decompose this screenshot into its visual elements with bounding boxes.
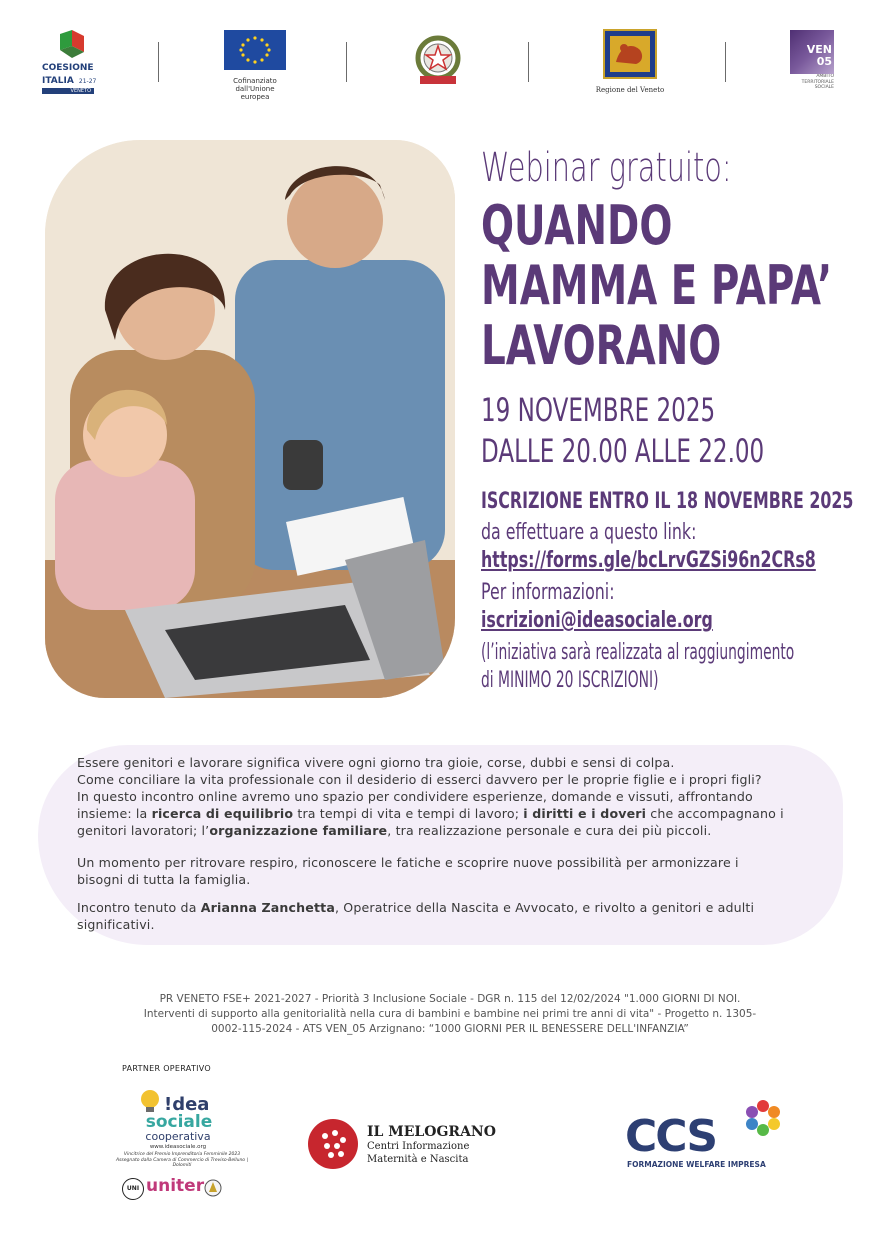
separator (158, 42, 159, 82)
eu-caption1: Cofinanziato (233, 77, 277, 85)
veneto-logo (590, 28, 670, 94)
description-p3 (77, 899, 817, 933)
lightbulb-icon (136, 1088, 164, 1114)
webinar-subtitle: Webinar gratuito: (481, 145, 732, 191)
separator (528, 42, 529, 82)
melograno-sub1: Centri Informazione (367, 1141, 470, 1152)
separator (725, 42, 726, 82)
ccs-name (625, 1112, 716, 1162)
ven05-code2: 05 (816, 55, 832, 68)
idea-name1: !dea (164, 1094, 210, 1115)
certification-icon (204, 1179, 222, 1197)
funding-line1: PR VENETO FSE+ 2021-2027 - Priorità 3 Inclusione Sociale - DGR n. 115 del 12/02/2024 "1.000 GIORNI DI NOI. (159, 993, 741, 1005)
emphasis: ricerca di equilibrio (151, 806, 294, 821)
repubblica-logo (410, 30, 466, 90)
p1-line3: In questo incontro online avremo uno spazio per condividere esperienze, domande e vissuti, affrontando (77, 789, 753, 804)
text: , tra realizzazione personale e cura dei più piccoli. (387, 823, 712, 838)
registration-deadline: ISCRIZIONE ENTRO IL 18 NOVEMBRE 2025 (481, 489, 854, 514)
description-p2 (77, 854, 817, 888)
eu-flag-icon (224, 30, 286, 70)
description-p1 (77, 754, 817, 839)
melograno-name: IL MELOGRANO (367, 1124, 496, 1140)
text: genitori lavoratori; l’ (77, 823, 210, 838)
p3-line2: significativi. (77, 917, 155, 932)
note-line2: di MINIMO 20 ISCRIZIONI) (481, 668, 659, 693)
funding-line3: 0002-115-2024 - ATS VEN_05 Arzignano: “1000 GIORNI PER IL BENESSERE DELL'INFANZIA” (211, 1023, 689, 1035)
ven05-caption2: TERRITORIALE (801, 79, 834, 85)
event-time: DALLE 20.00 ALLE 22.00 (481, 432, 765, 470)
melograno-logo (305, 1116, 505, 1176)
p1-line5 (77, 822, 817, 839)
p1-line4 (77, 805, 817, 822)
ccs-letters: CCS (625, 1111, 717, 1162)
veneto-caption: Regione del Veneto (595, 86, 665, 94)
idea-award1: Vincitrice del Premio Imprenditoria Femminile 2023 (123, 1152, 241, 1157)
p1-line1: Essere genitori e lavorare significa vivere ogni giorno tra gioie, corse, dubbi e sensi di colpa. (77, 755, 675, 770)
title-line2: MAMMA E PAPA’ (481, 254, 833, 317)
info-email[interactable]: iscrizioni@ideasociale.org (481, 608, 713, 633)
partner-label: PARTNER OPERATIVO (122, 1064, 212, 1073)
p2-line2: bisogni di tutta la famiglia. (77, 872, 251, 887)
ccs-logo (625, 1098, 790, 1178)
title-line3: LAVORANO (481, 314, 722, 377)
funding-line2: Interventi di supporto alla genitorialità nella cura di bambini e bambine nei primi tre anni di vita" - Progetto n. 1305- (143, 1008, 757, 1020)
melograno-sub2: Maternità e Nascita (367, 1154, 469, 1165)
speaker-name: Arianna Zanchetta (200, 900, 335, 915)
p2-line1: Un momento per ritrovare respiro, riconoscere le fatiche e scoprire nuove possibilità per armonizzare i (77, 855, 739, 870)
ccs-sub: FORMAZIONE WELFARE IMPRESA (627, 1160, 766, 1169)
ven05-code1: VEN (806, 43, 832, 56)
coesione-logo (42, 30, 98, 94)
text: insieme: la (77, 806, 152, 821)
registration-link[interactable]: https://forms.gle/bcLrvGZSi96n2CRs8 (481, 548, 816, 573)
coesione-years: 21-27 (78, 78, 97, 85)
eu-logo (220, 30, 290, 101)
family-photo (45, 140, 455, 698)
italian-emblem-icon (410, 30, 466, 90)
link-intro: da effettuare a questo link: (481, 520, 697, 545)
eu-caption2: dall'Unione europea (235, 85, 275, 101)
text: Incontro tenuto da (77, 900, 201, 915)
text: che accompagnano i (646, 806, 784, 821)
idea-sociale-logo (112, 1088, 262, 1213)
text: tra tempi di vita e tempi di lavoro; (293, 806, 524, 821)
uni-text: UNI (126, 1185, 140, 1192)
note-line1: (l’iniziativa sarà realizzata al raggiungimento (481, 640, 795, 665)
idea-name2: sociale (145, 1112, 213, 1132)
family-illustration (45, 140, 455, 698)
separator (346, 42, 347, 82)
ven05-caption1: AMBITO (816, 74, 834, 79)
veneto-lion-icon (602, 28, 658, 80)
p1-line2: Come conciliare la vita professionale con il desiderio di esserci davvero per le proprie figlie e i propri figli? (77, 772, 762, 787)
idea-name3: cooperativa (145, 1130, 211, 1143)
title-line1: QUANDO (481, 194, 673, 257)
pomegranate-icon (305, 1116, 361, 1170)
ven05-logo (790, 30, 838, 94)
uni-badge (122, 1178, 144, 1200)
uniter-text: uniter (146, 1176, 205, 1196)
ven05-caption3: SOCIALE (814, 85, 834, 90)
coesione-mark-icon (42, 30, 98, 60)
emphasis: organizzazione familiare (209, 823, 388, 838)
p3-line1 (77, 899, 817, 916)
coesione-line1: COESIONE (42, 63, 94, 73)
info-intro: Per informazioni: (481, 580, 615, 605)
coesione-line2: ITALIA (42, 76, 74, 86)
event-date: 19 NOVEMBRE 2025 (481, 391, 716, 429)
text: , Operatrice della Nascita e Avvocato, e rivolto a genitori e adulti (334, 900, 755, 915)
emphasis: i diritti e i doveri (523, 806, 647, 821)
hexagon-cluster-icon (743, 1098, 783, 1136)
idea-award2: Assegnato dalla Camera di Commercio di Treviso-Belluno | Dolomiti (115, 1158, 249, 1168)
coesione-region: VENETO (42, 88, 94, 94)
idea-site: www.ideasociale.org (149, 1144, 207, 1150)
